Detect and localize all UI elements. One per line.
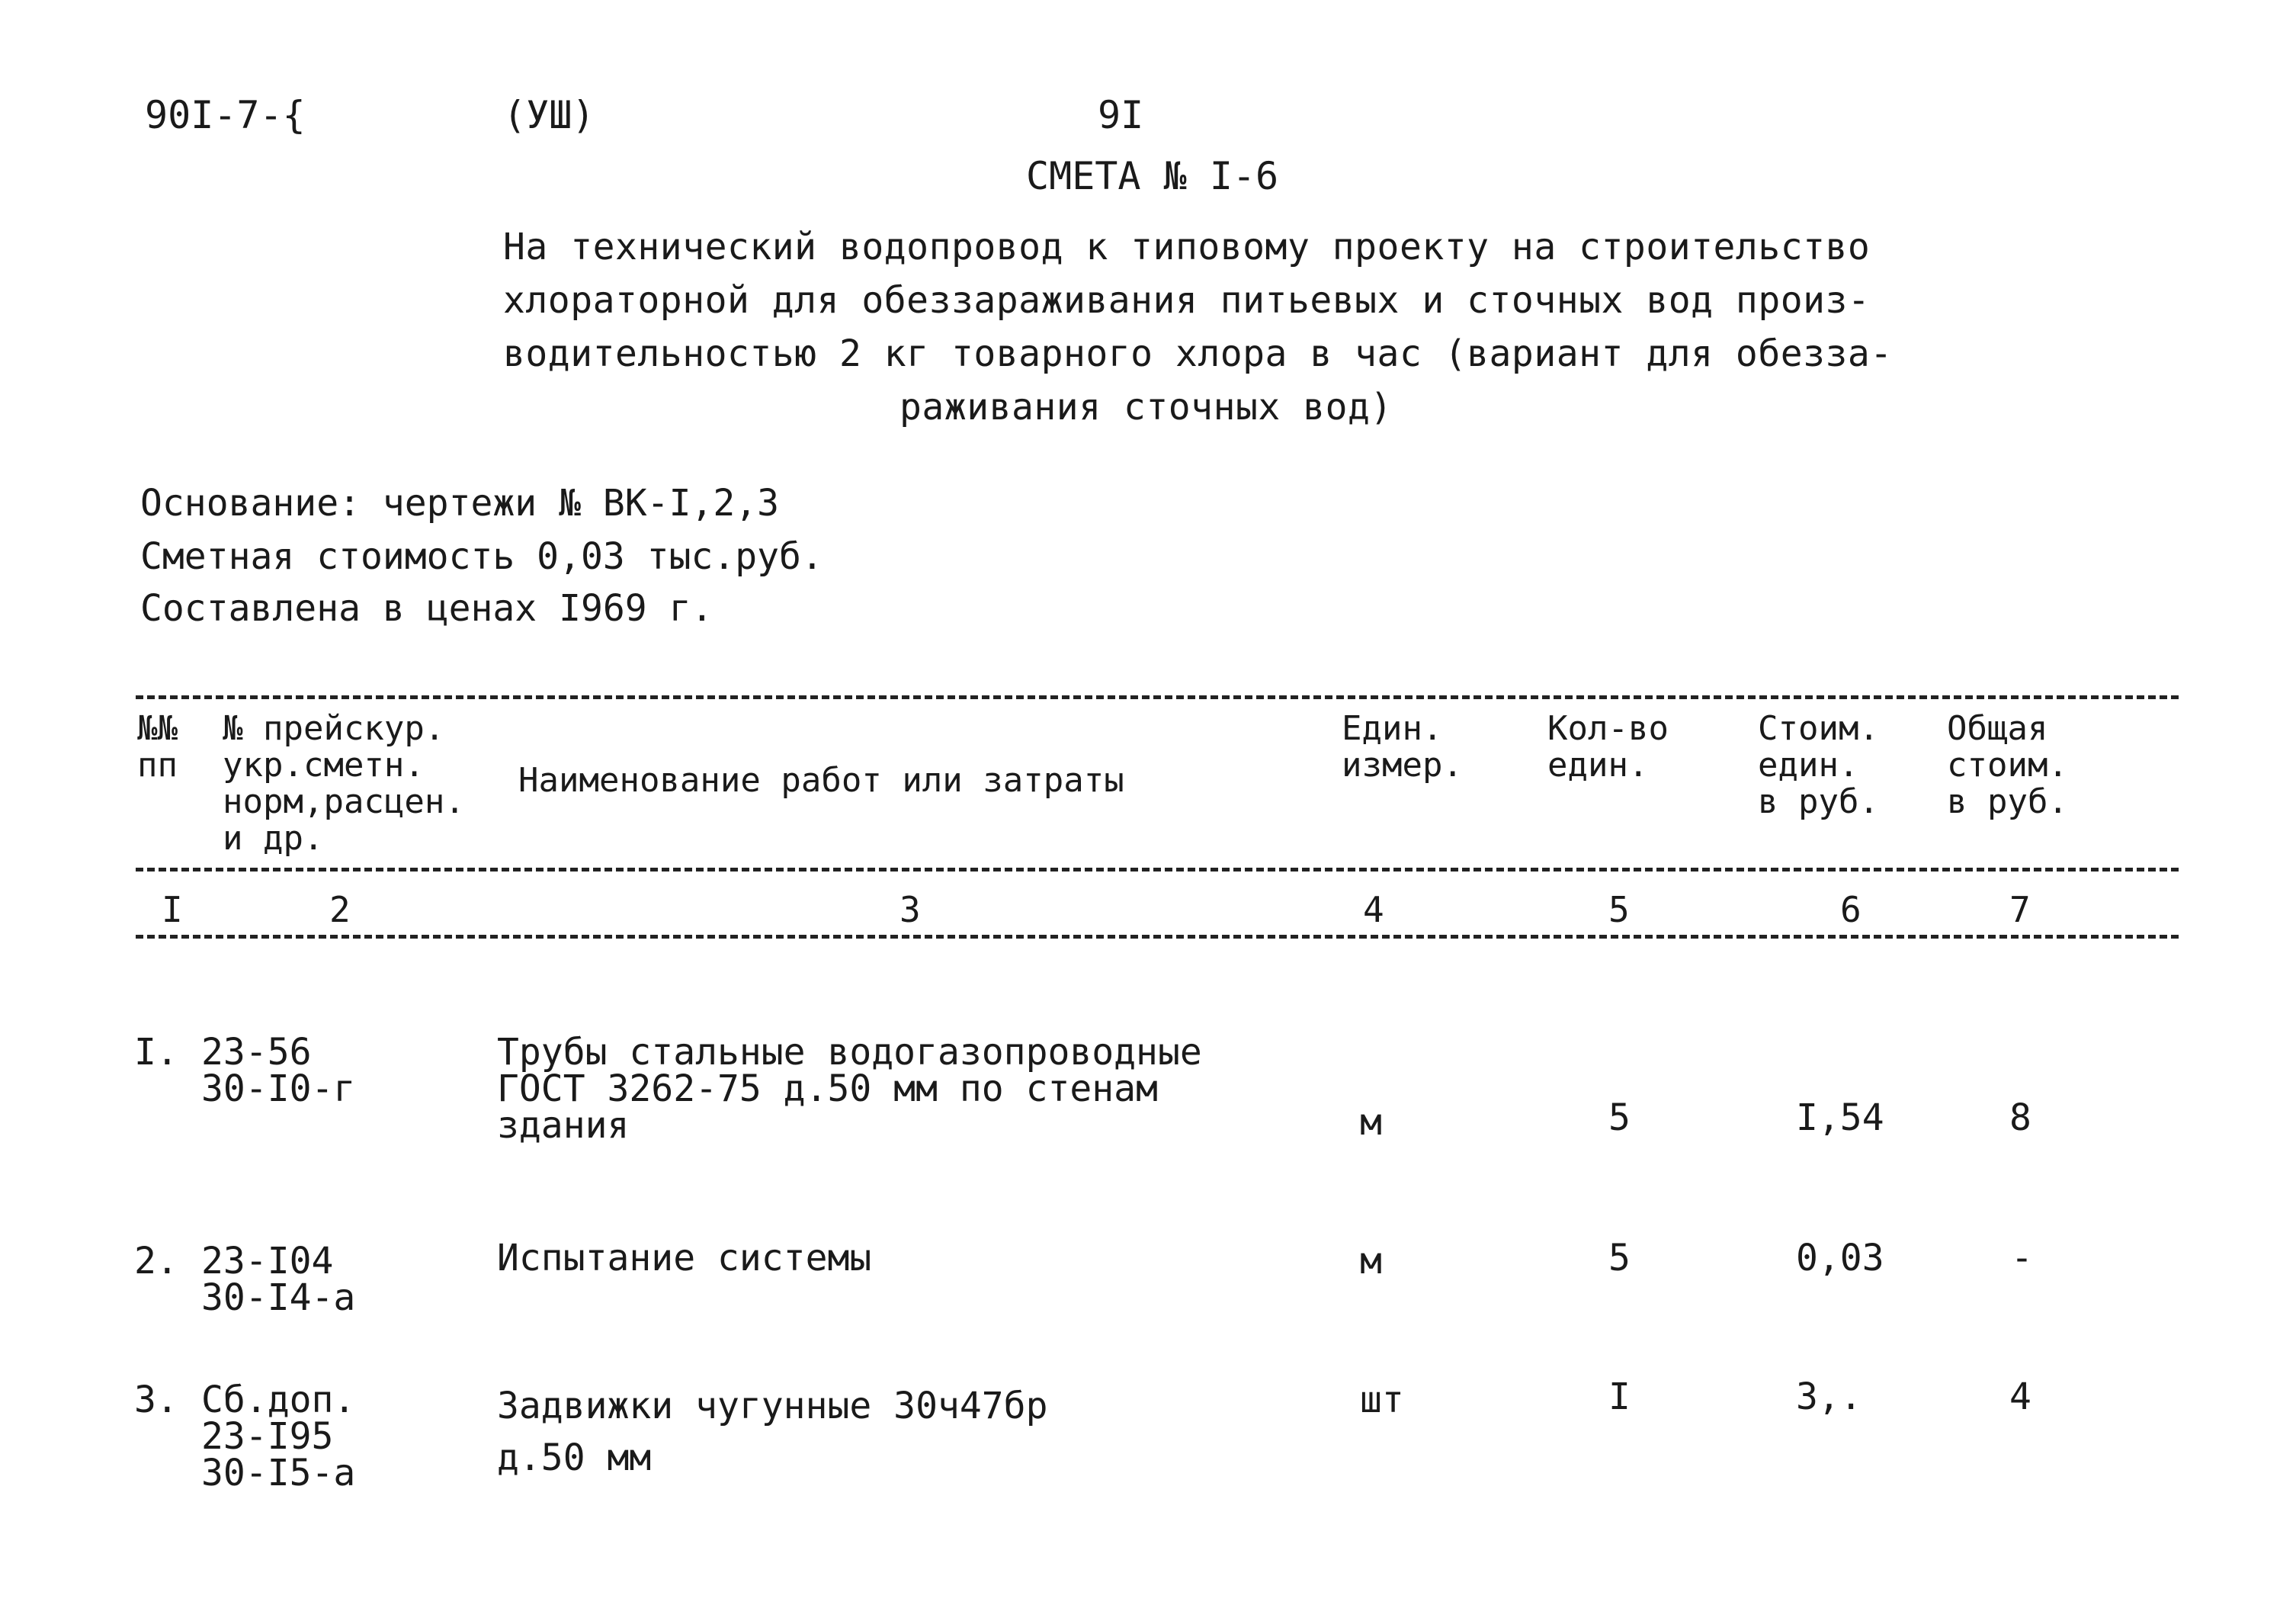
row-number: I. xyxy=(134,1031,178,1074)
table-top-rule xyxy=(136,695,2179,699)
header-bottom-rule xyxy=(136,868,2179,871)
subtitle-line-4: раживания сточных вод) xyxy=(899,386,1393,429)
row-price-code: Сб.доп. 23-I95 30-I5-а xyxy=(201,1379,356,1494)
row-unit-cost: 3,. xyxy=(1796,1375,1862,1418)
page-number: 9I xyxy=(1098,93,1144,137)
estimate-title: СМЕТА № I-6 xyxy=(1026,154,1279,198)
row-unit-cost: I,54 xyxy=(1796,1096,1884,1139)
row-quantity: 5 xyxy=(1608,1237,1631,1279)
row-total-cost: 4 xyxy=(2009,1375,2031,1418)
column-number: 7 xyxy=(2009,889,2031,930)
row-unit: м xyxy=(1360,1240,1382,1282)
column-number: I xyxy=(162,889,183,930)
row-quantity: I xyxy=(1608,1375,1631,1418)
basis-line: Основание: чертежи № ВК-I,2,3 xyxy=(140,482,780,525)
header-total-cost: Общая стоим. в руб. xyxy=(1947,709,2068,821)
column-number: 6 xyxy=(1840,889,1861,930)
row-number: 2. xyxy=(134,1240,178,1282)
subtitle-line-2: хлораторной для обеззараживания питьевых и сточных вод произ- xyxy=(503,279,1871,322)
header-quantity: Кол-во един. xyxy=(1547,709,1669,785)
row-unit-cost: 0,03 xyxy=(1796,1237,1884,1279)
row-work-name: Испытание системы xyxy=(497,1237,872,1279)
column-numbers-bottom-rule xyxy=(136,935,2179,939)
header-unit: Един. измер. xyxy=(1342,709,1463,785)
row-total-cost: - xyxy=(2011,1237,2033,1279)
document-code: 90I-7-{ xyxy=(145,93,306,137)
column-number: 2 xyxy=(329,889,351,930)
column-number: 4 xyxy=(1363,889,1384,930)
header-work-name: Наименование работ или затраты xyxy=(518,761,1124,800)
column-number: 5 xyxy=(1608,889,1630,930)
column-number: 3 xyxy=(899,889,921,930)
header-row-number: №№ пп xyxy=(137,709,178,785)
row-unit: шт xyxy=(1360,1379,1404,1421)
row-work-name: Задвижки чугунные 30ч47бр д.50 мм xyxy=(497,1385,1048,1479)
row-price-code: 23-I04 30-I4-а xyxy=(201,1240,356,1319)
row-number: 3. xyxy=(134,1379,178,1421)
row-quantity: 5 xyxy=(1608,1096,1631,1139)
document-part: (УШ) xyxy=(503,93,595,137)
row-work-name: Трубы стальные водогазопроводные ГОСТ 3262-75 д.50 мм по стенам здания xyxy=(497,1031,1202,1147)
header-unit-cost: Стоим. един. в руб. xyxy=(1758,709,1879,821)
prices-year-line: Составлена в ценах I969 г. xyxy=(140,587,713,630)
row-total-cost: 8 xyxy=(2009,1096,2031,1139)
row-unit: м xyxy=(1360,1101,1382,1144)
row-price-code: 23-56 30-I0-г xyxy=(201,1031,356,1110)
estimated-cost-line: Сметная стоимость 0,03 тыс.руб. xyxy=(140,535,823,578)
header-price-code: № прейскур. укр.сметн. норм,расцен. и др. xyxy=(223,709,465,858)
subtitle-line-1: На технический водопровод к типовому проекту на строительство xyxy=(503,226,1871,268)
subtitle-line-3: водительностью 2 кг товарного хлора в час (вариант для обезза- xyxy=(503,332,1893,375)
